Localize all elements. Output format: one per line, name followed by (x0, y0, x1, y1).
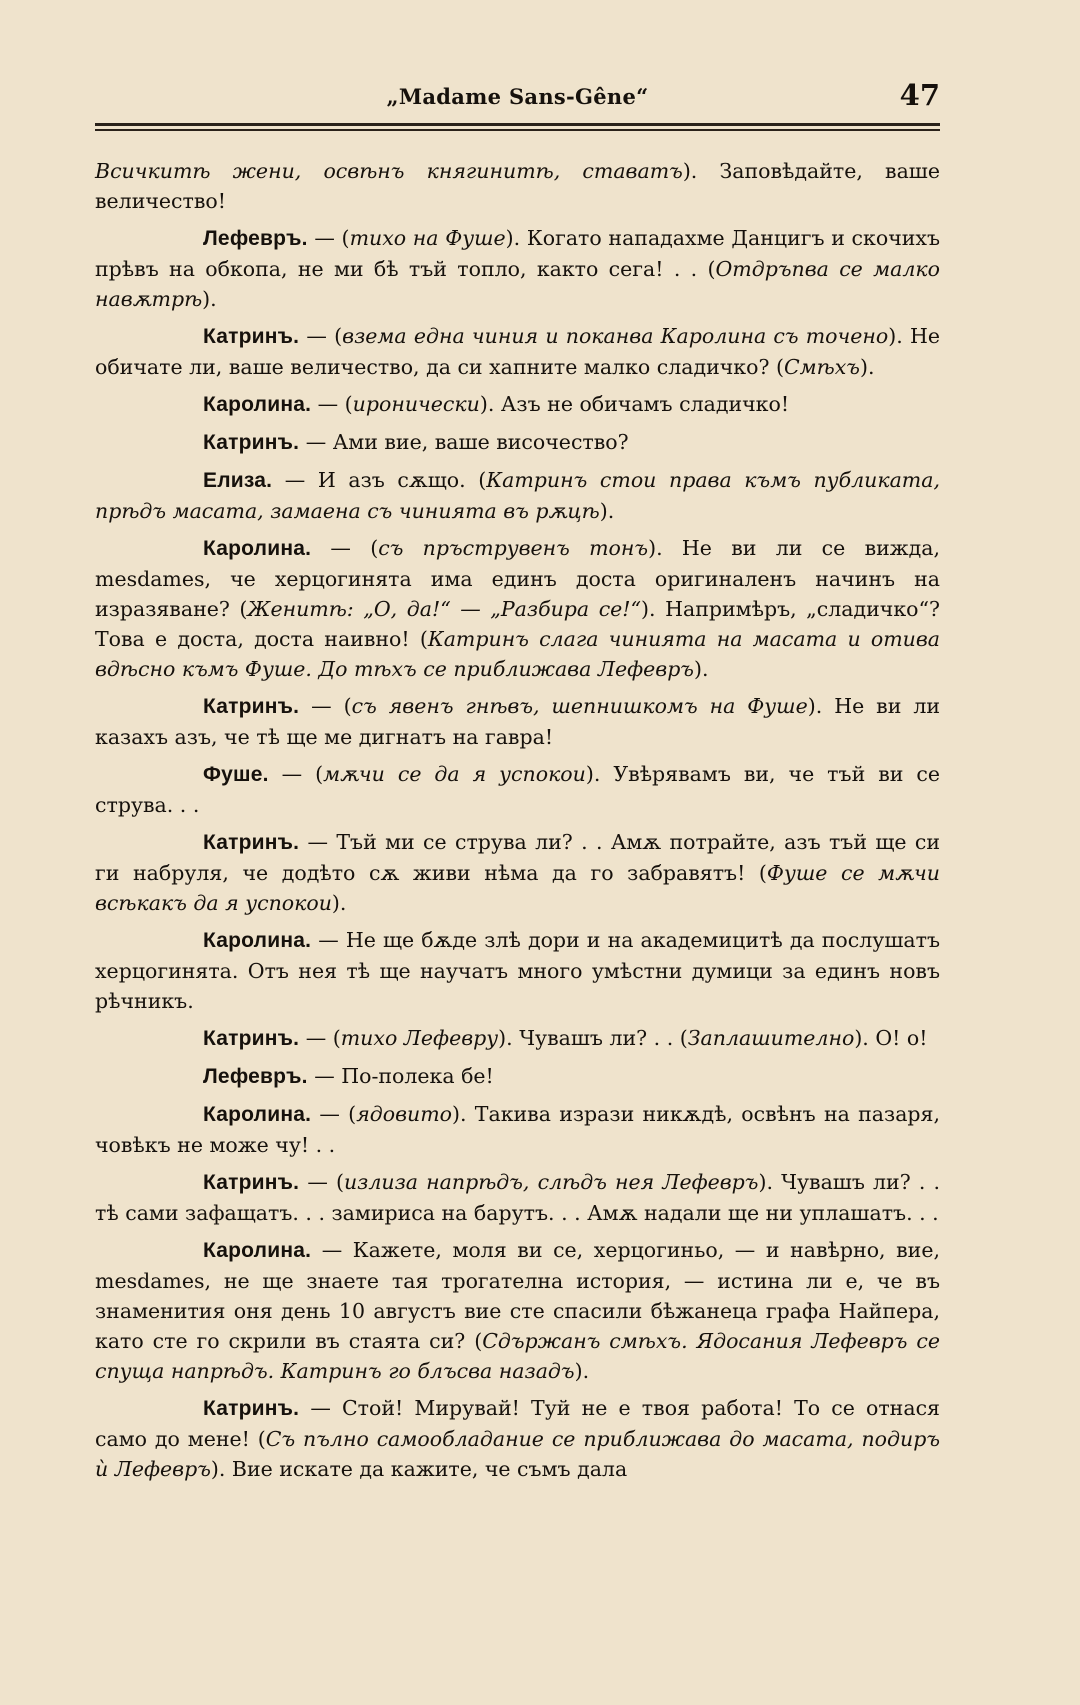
dialogue-text: — И азъ сѫщо. ( (272, 468, 487, 492)
stage-direction: Заплашително (687, 1026, 855, 1050)
dialogue-text: ). Напримѣръ, „сладичко“? Това е доста, доста наивно! ( (95, 597, 940, 651)
dialogue-text: — Ами вие, ваше височество? (299, 430, 629, 454)
speaker-name: Катринъ. (203, 1027, 300, 1050)
page-header (95, 78, 940, 118)
paragraph (95, 156, 940, 216)
dialogue-text: ). Чувашъ ли? . . тѣ сами зафащатъ. . . замириса на барутъ. . . Амѫ надали ще ни уплашатъ. . . (95, 1170, 941, 1225)
dialogue-text: ). Заповѣдайте, ваше величество! (95, 159, 940, 213)
body-text (95, 156, 940, 1491)
stage-direction: ядовито (356, 1102, 453, 1126)
dialogue-text: ). Азъ не обичамъ сладичко! (479, 392, 790, 416)
dialogue-text: ). (693, 657, 709, 681)
speaker-name: Катринъ. (203, 831, 300, 854)
stage-direction: Смѣхъ (783, 355, 860, 379)
paragraph (95, 827, 940, 918)
dialogue-text: — Не ще бѫде злѣ дори и на академицитѣ да послушатъ херцогинята. Отъ нея тѣ ще научатъ много умѣстни думици за единъ новъ рѣчникъ. (95, 928, 940, 1013)
dialogue-text: ). Когато нападахме Данцигъ и скочихъ прѣвъ на обкопа, не ми бѣ тъй топло, както сега! . . ( (95, 226, 941, 281)
dialogue-text: ). Вие искате да кажите, че съмъ дала (210, 1457, 628, 1481)
paragraph (95, 389, 940, 420)
stage-direction: тихо на Фуше (349, 226, 506, 250)
stage-direction: взема една чиния и поканва Каролина съ точено (342, 324, 889, 348)
paragraph (95, 759, 940, 820)
speaker-name: Катринъ. (203, 1171, 300, 1194)
running-title: „Madame Sans-Gêne“ (386, 84, 649, 109)
paragraph (95, 1061, 940, 1092)
paragraph (95, 1167, 940, 1228)
dialogue-text: ). Не ви ли казахъ азъ, че тѣ ще ме дигнатъ на гавра! (95, 694, 940, 749)
dialogue-text: — ( (299, 694, 352, 718)
speaker-name: Катринъ. (203, 431, 300, 454)
dialogue-text: ). Не обичате ли, ваше величество, да си хапните малко сладичко? ( (95, 324, 941, 379)
stage-direction: излиза напрѣдъ, слѣдъ нея Лефевръ (343, 1170, 759, 1194)
paragraph (95, 1393, 940, 1484)
dialogue-text: — По-полека бе! (307, 1064, 494, 1088)
dialogue-text: — Стой! Мирувай! Туй не е твоя работа! То се отнася само до мене! ( (95, 1396, 940, 1451)
stage-direction: Сдържанъ смѣхъ. Ядосания Лефевръ се спуща напрѣдъ. Катринъ го блъсва назадъ (95, 1329, 940, 1383)
speaker-name: Каролина. (203, 1239, 312, 1262)
paragraph (95, 223, 940, 314)
stage-direction: Катринъ слага чинията на масата и отива вдѣсно къмъ Фуше. До тѣхъ се приближава Лефевръ (95, 627, 941, 681)
paragraph (95, 1099, 940, 1160)
dialogue-text: ). (331, 891, 347, 915)
dialogue-text: ). (202, 287, 217, 311)
paragraph (95, 1023, 940, 1054)
paragraph (95, 465, 940, 526)
stage-direction: Отдръпва се малко навѫтрѣ (95, 257, 940, 311)
speaker-name: Лефевръ. (203, 227, 308, 250)
stage-direction: Женитѣ: „О, да!“ — „Разбира се!“ (247, 597, 642, 621)
paragraph (95, 691, 940, 752)
dialogue-text: — ( (299, 1170, 344, 1194)
header-rule-bottom (95, 129, 940, 131)
dialogue-text: — Тъй ми се струва ли? . . Амѫ потрайте, азъ тъй ще си ги набруля, че додѣто сѫ живи нѣма да го забравятъ! ( (95, 830, 940, 885)
dialogue-text: — ( (311, 536, 379, 560)
paragraph (95, 1235, 940, 1386)
speaker-name: Елиза. (203, 469, 273, 492)
dialogue-text: ). О! о! (854, 1026, 928, 1050)
page-number: 47 (899, 78, 940, 112)
speaker-name: Катринъ. (203, 1397, 300, 1420)
stage-direction: иронически (352, 392, 480, 416)
paragraph (95, 533, 940, 684)
stage-direction: Съ пълно самообладание се приближава до масата, подиръ ѝ Лефевръ (95, 1427, 940, 1481)
stage-direction: Фуше се мѫчи всѣкакъ да я успокои (95, 861, 940, 915)
paragraph (95, 427, 940, 458)
dialogue-text: ). (574, 1359, 590, 1383)
dialogue-text: ). Чувашъ ли? . . ( (498, 1026, 688, 1050)
speaker-name: Каролина. (203, 929, 312, 952)
stage-direction: тихо Лефевру (340, 1026, 499, 1050)
speaker-name: Фуше. (203, 763, 269, 786)
stage-direction: Всичкитѣ жени, освѣнъ княгинитѣ, ставатъ (95, 159, 683, 183)
dialogue-text: ). Не ви ли се вижда, mesdames, че херцогинята има единъ доста оригиналенъ начинъ на изразяване? ( (95, 536, 940, 621)
paragraph (95, 925, 940, 1016)
stage-direction: Катринъ стои права къмъ публиката, прѣдъ масата, замаена съ чинията въ рѫцѣ (95, 468, 940, 523)
dialogue-text: — Кажете, моля ви се, херцогиньо, — и навѣрно, вие, mesdames, не ще знаете тая трогателна история, — истина ли е, че въ знаменития оня день 10 августъ вие сте спасили бѣжанеца графа Найпера, като сте го скрили въ стаята си? ( (95, 1238, 940, 1353)
header-rule-top (95, 123, 940, 126)
dialogue-text: ). Такива изрази никѫдѣ, освѣнъ на пазаря, човѣкъ не може чу! . . (95, 1102, 940, 1157)
dialogue-text: ). (859, 355, 875, 379)
stage-direction: мѫчи се да я успокои (323, 762, 586, 786)
dialogue-text: — ( (311, 1102, 357, 1126)
speaker-name: Катринъ. (203, 325, 300, 348)
dialogue-text: — ( (268, 762, 324, 786)
stage-direction: съ пръструвенъ тонъ (378, 536, 649, 560)
speaker-name: Каролина. (203, 537, 312, 560)
dialogue-text: — ( (299, 324, 343, 348)
dialogue-text: — ( (307, 226, 350, 250)
dialogue-text: — ( (299, 1026, 341, 1050)
dialogue-text: ). (599, 499, 615, 523)
speaker-name: Лефевръ. (203, 1065, 308, 1088)
speaker-name: Каролина. (203, 1103, 312, 1126)
stage-direction: съ явенъ гнѣвъ, шепнишкомъ на Фуше (351, 694, 808, 718)
dialogue-text: ). Увѣрявамъ ви, че тъй ви се струва. . . (95, 762, 940, 817)
paragraph (95, 321, 940, 382)
speaker-name: Каролина. (203, 393, 312, 416)
speaker-name: Катринъ. (203, 695, 300, 718)
dialogue-text: — ( (311, 392, 353, 416)
